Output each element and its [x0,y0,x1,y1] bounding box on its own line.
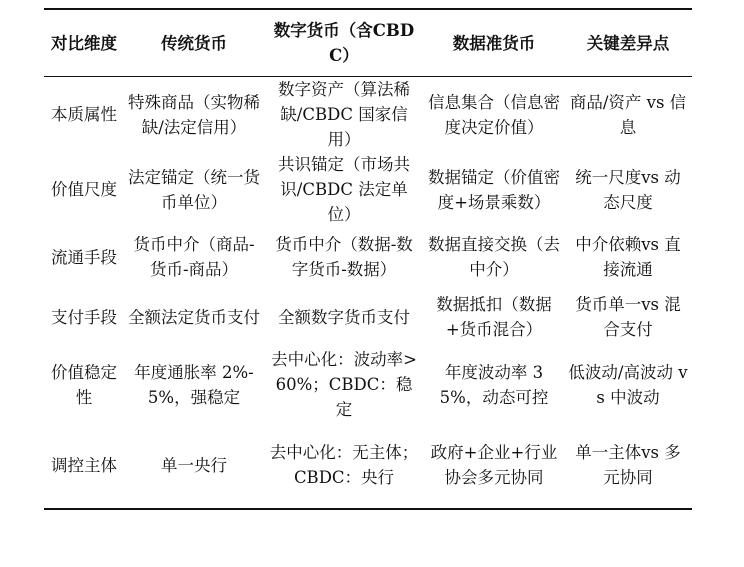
table-cell: 数据直接交换（去中介） [428,235,560,279]
table-row [44,422,692,509]
table-header-row [44,9,692,77]
table-row [44,152,692,227]
row-label: 价值尺度 [51,180,117,199]
table-row [44,227,692,287]
table-cell: 年度通胀率 2%-5%，强稳定 [134,362,254,407]
table-cell: 共识锚定（市场共识/CBDC 法定单位） [278,155,410,224]
table-row [44,347,692,422]
table-cell: 数据锚定（价值密度+场景乘数） [428,167,560,212]
table-row [44,287,692,347]
table-cell: 信息集合（信息密度决定价值） [428,92,560,137]
table-cell: 货币中介（数据-数字货币-数据） [275,235,413,279]
table-cell: 法定锚定（统一货币单位） [128,167,260,212]
comparison-table-container [44,8,692,510]
header-key-differences: 关键差异点 [564,9,692,77]
row-label: 流通手段 [51,247,117,267]
table-cell: 单一主体vs 多元协同 [564,422,692,509]
row-label: 调控主体 [44,422,124,509]
table-cell: 中介依赖vs 直接流通 [575,235,681,279]
table-cell: 货币中介（商品-货币-商品） [133,235,255,279]
table-cell: 低波动/高波动 vs 中波动 [568,362,688,407]
table-cell: 数据抵扣（数据+货币混合） [436,295,552,339]
table-cell: 货币单一vs 混合支付 [575,295,681,339]
header-dimension: 对比维度 [44,9,124,77]
row-label: 本质属性 [51,105,117,124]
table-cell: 全额数字货币支付 [278,307,410,327]
table-cell: 数字资产（算法稀缺/CBDC 国家信用） [278,80,410,149]
table-cell: 政府+企业+行业协会多元协同 [424,422,564,509]
header-traditional-currency: 传统货币 [124,9,264,77]
table-cell: 年度波动率 35%，动态可控 [439,362,549,407]
table-cell: 商品/资产 vs 信息 [569,92,687,137]
row-label: 价值稳定性 [51,362,117,407]
table-cell: 单一央行 [124,422,264,509]
row-label: 支付手段 [51,307,117,327]
table-cell: 去中心化：无主体；CBDC：央行 [264,422,424,509]
table-cell: 特殊商品（实物稀缺/法定信用） [128,92,260,137]
comparison-table [44,8,692,510]
table-cell: 去中心化：波动率>60%；CBDC：稳定 [271,350,417,419]
table-cell: 统一尺度vs 动态尺度 [575,167,681,212]
table-row [44,77,692,153]
table-cell: 全额法定货币支付 [128,307,260,327]
header-digital-currency: 数字货币（含CBDC） [264,9,424,77]
header-data-quasi-currency: 数据准货币 [424,9,564,77]
